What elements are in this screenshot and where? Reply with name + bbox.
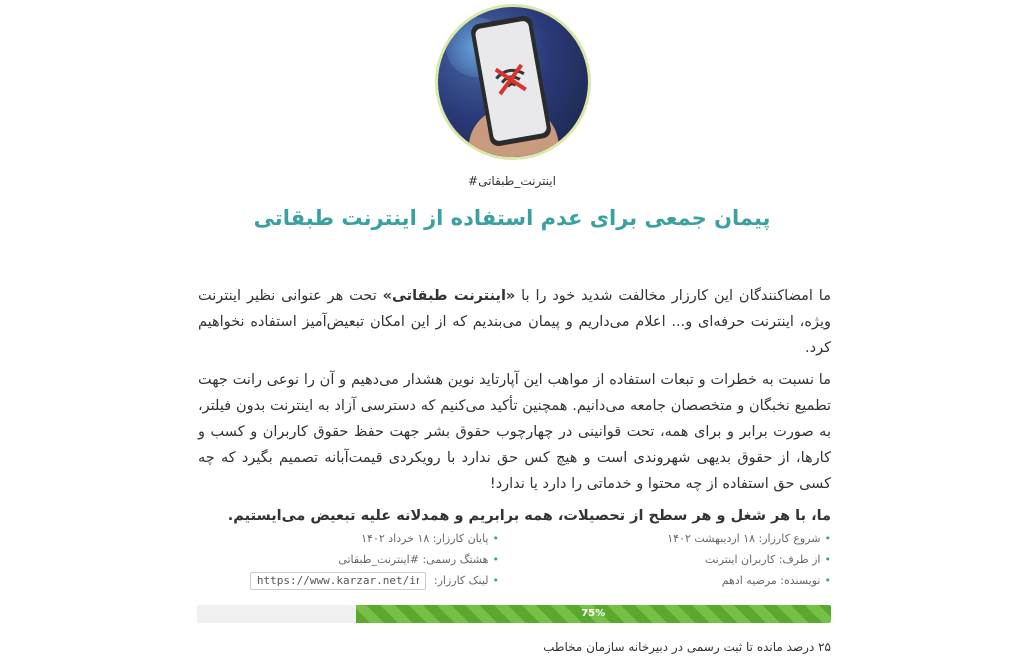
bullet-icon: •	[824, 574, 831, 587]
bullet-icon: •	[492, 553, 499, 566]
end-date: پایان کارزار: ۱۸ خرداد ۱۴۰۲	[361, 532, 489, 545]
bullet-icon: •	[824, 553, 831, 566]
campaign-meta-left	[250, 528, 499, 591]
progress-fill: 75%	[356, 605, 832, 623]
campaign-link-input[interactable]	[250, 572, 426, 590]
campaign-link-label: لینک کارزار:	[433, 574, 489, 587]
campaign-hashtag[interactable]: #اینترنت_طبقاتی	[468, 174, 556, 188]
campaign-from: از طرف: کاربران اینترنت	[704, 553, 821, 566]
page-title: پیمان جمعی برای عدم استفاده از اینترنت طبقاتی	[253, 206, 771, 230]
campaign-avatar-image	[435, 4, 591, 160]
remaining-text: ۲۵ درصد مانده تا ثبت رسمی در دبیرخانه سازمان مخاطب	[543, 640, 831, 654]
bullet-icon: •	[492, 532, 499, 545]
no-wifi-icon	[491, 61, 530, 96]
official-hashtag: هشتگ رسمی: #اینترنت_طبقاتی	[338, 553, 489, 566]
start-date: شروع کارزار: ۱۸ اردیبهشت ۱۴۰۲	[667, 532, 821, 545]
paragraph-3: ما، با هر شغل و هر سطح از تحصیلات، همه برابریم و همدلانه علیه تبعیض می‌ایستیم.	[227, 508, 831, 524]
progress-bar	[197, 605, 831, 623]
bullet-icon: •	[824, 532, 831, 545]
paragraph-2: ما نسبت به خطرات و تبعات استفاده از مواهب این آپارتاید نوین هشدار می‌دهیم و آن را نوعی رانت جهت تطمیع نخبگان و متخصصان جامعه می‌دانیم. همچنین تأکید می‌کنیم که دسترسی آزاد به اینترنت بدون فیلتر، به صورت برابر و برای همه، تحت قوانینی در چهارچوب حقوق بشر جهت حفظ حقوق کاربران و کسب و کارها، از حقوق بدیهی شهروندی است و هیچ کس حق ندارد با رویکردی قیمت‌آبانه تصمیم بگیرد که چه کسی حق استفاده از چه محتوا و خدماتی را دارد یا ندارد!	[198, 372, 831, 492]
bullet-icon: •	[492, 574, 499, 587]
campaign-text	[198, 283, 831, 535]
campaign-meta-right	[667, 528, 831, 591]
paragraph-1: ما امضاکنندگان این کارزار مخالفت شدید خود را با «اینترنت طبقاتی» تحت هر عنوانی نظیر اینترنت ویژه، اینترنت حرفه‌ای و... اعلام می‌داریم و پیمان می‌بندیم که از این امکان تبعیض‌آمیز استفاده نخواهیم کرد.	[198, 288, 831, 356]
campaign-author: نویسنده: مرضیه ادهم	[721, 574, 821, 587]
